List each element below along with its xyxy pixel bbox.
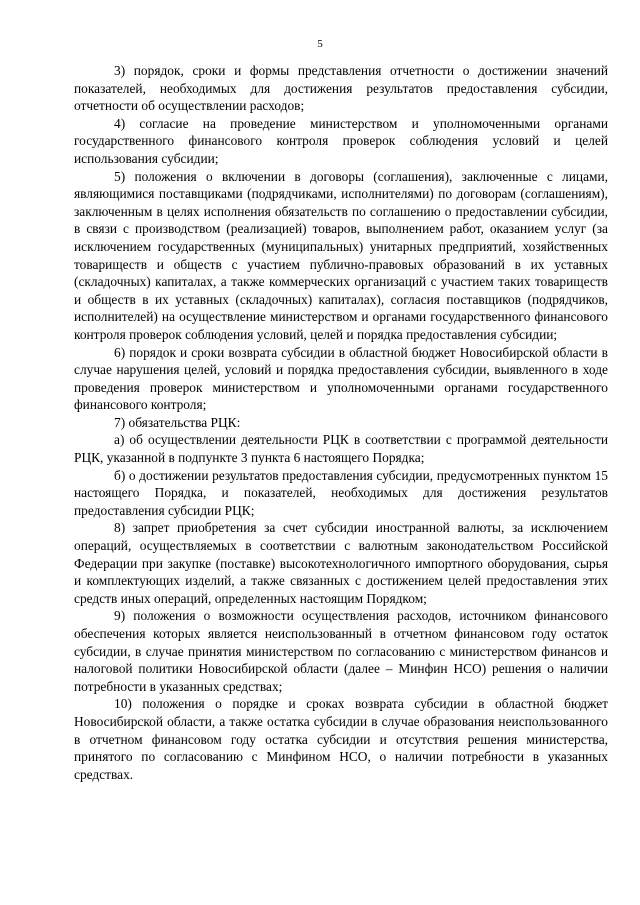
paragraph-item-7: 7) обязательства РЦК: xyxy=(114,414,241,430)
paragraph-item-7b: б) о достижении результатов предоставления субсидии, предусмотренных пунктом 15 настоящего Порядка, и показателей, необходимых для достижения результатов предоставления субсидии РЦК; xyxy=(74,467,608,518)
paragraph-item-8: 8) запрет приобретения за счет субсидии иностранной валюты, за исключением операций, осуществляемых в соответствии с валютным законодательством Российской Федерации при закупке (поставке) высокотехнологичного импортного оборудования, сырья и комплектующих изделий, а также связанных с достижением целей предоставления этих средств иных операций, определенных настоящим Порядком; xyxy=(74,520,608,606)
paragraph-item-5: 5) положения о включении в договоры (соглашения), заключенные с лицами, являющимися поставщиками (подрядчиками, исполнителями) по договорам (соглашениям), заключенным в целях исполнения обязательств по соглашению о предоставлении субсидии, в связи с производством (реализацией) товаров, выполнением работ, оказанием услуг (за исключением государственных (муниципальных) унитарных предприятий, хозяйственных товариществ и обществ с участием публично-правовых образований в их уставных (складочных) капиталах, а также коммерческих организаций с участием таких товариществ и обществ в их уставных (складочных) капиталах), согласия поставщиков (подрядчиков, исполнителей) на осуществление министерством и органами государственного финансового контроля проверок соблюдения условий, целей и порядка предоставления субсидии; xyxy=(74,168,608,342)
paragraph-item-6: 6) порядок и сроки возврата субсидии в областной бюджет Новосибирской области в случае нарушения целей, условий и порядка предоставления субсидии, выявленного в ходе проведения проверок министерством и уполномоченными органами государственного финансового контроля; xyxy=(74,344,608,413)
paragraph-item-10: 10) положения о порядке и сроках возврата субсидии в областной бюджет Новосибирской области, а также остатка субсидии в случае образования неиспользованного в отчетном финансовом году остатка субсидии и отсутствия решения министерства, принятого по согласованию с Минфином НСО, о наличии потребности в указанных средствах. xyxy=(74,696,608,782)
page-number: 5 xyxy=(317,38,323,50)
document-body xyxy=(74,62,608,783)
paragraph-item-7a: а) об осуществлении деятельности РЦК в соответствии с программой деятельности РЦК, указанной в подпункте 3 пункта 6 настоящего Порядка; xyxy=(74,432,608,466)
paragraph-item-9: 9) положения о возможности осуществления расходов, источником финансового обеспечения которых является неиспользованный в отчетном финансовом году остаток субсидии, в случае принятия министерством по согласованию с министерством финансов и налоговой политики Новосибирской области (далее – Минфин НСО) решения о наличии потребности в указанных средствах; xyxy=(74,608,608,694)
paragraph-item-4: 4) согласие на проведение министерством и уполномоченными органами государственного финансового контроля проверок соблюдения условий и целей использования субсидии; xyxy=(74,115,608,166)
paragraph-item-3: 3) порядок, сроки и формы представления отчетности о достижении значений показателей, необходимых для достижения результатов предоставления субсидии, отчетности об осуществлении расходов; xyxy=(74,63,608,114)
